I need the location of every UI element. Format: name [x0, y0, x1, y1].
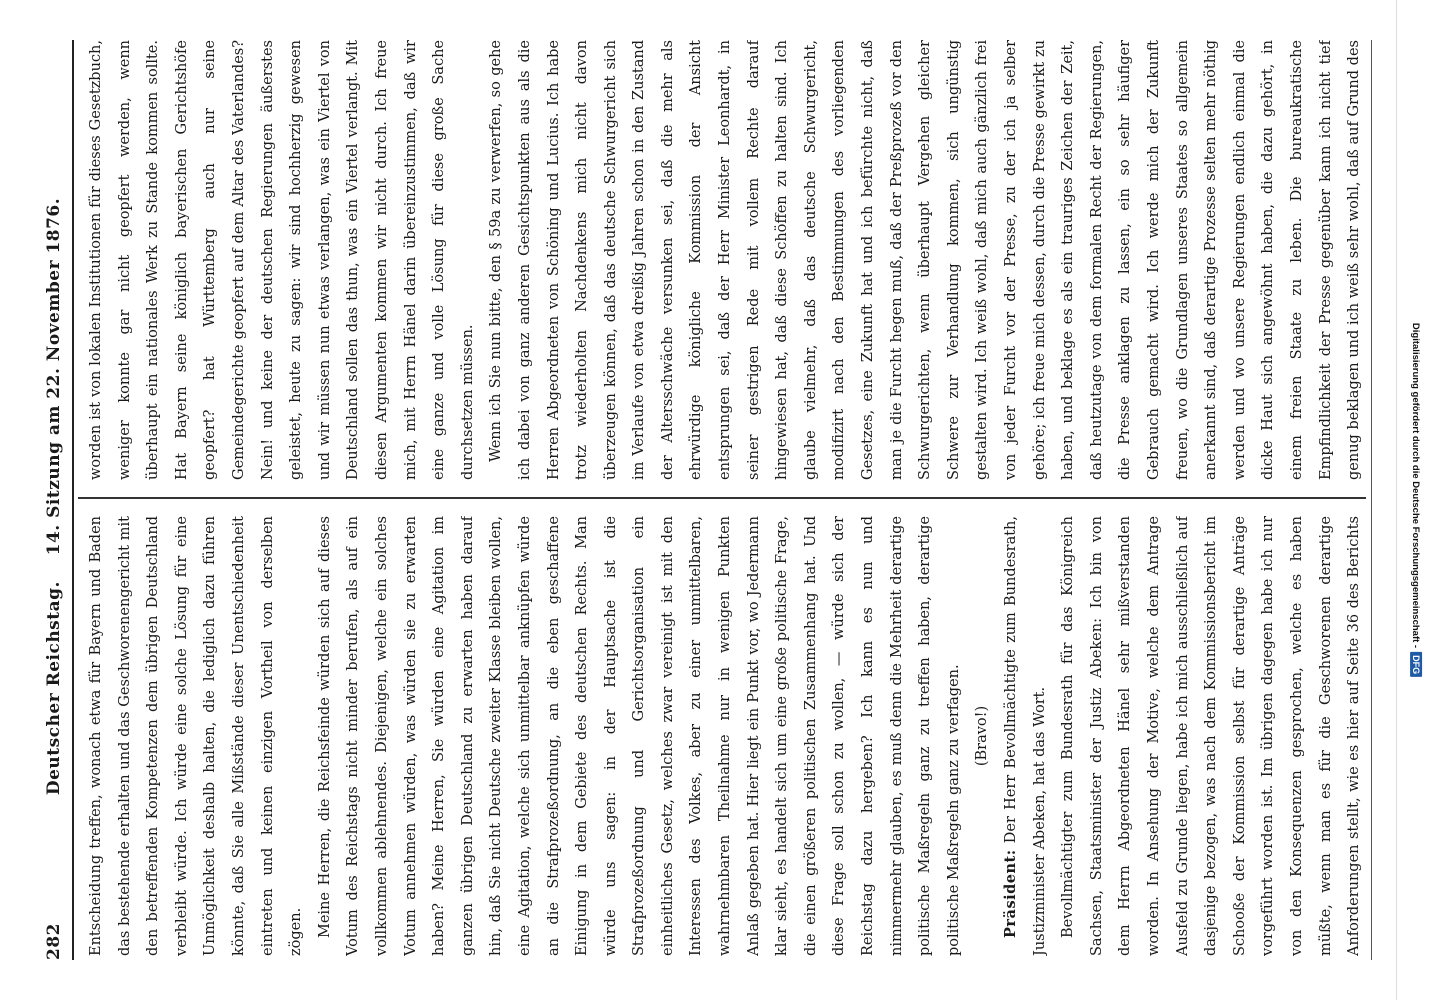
header-rule [72, 40, 74, 960]
publication-title: Deutscher Reichstag. [44, 581, 64, 796]
running-title [44, 70, 64, 923]
applause-note: (Bravo!) [974, 705, 991, 767]
speaker-label: Präsident: [1002, 849, 1019, 938]
credit-text: Digitalisierung gefördert durch die Deutsche Forschungsgemeinschaft - [1410, 322, 1422, 649]
scan-edge [1396, 0, 1397, 1000]
column-divider [78, 497, 1366, 499]
newspaper-page [26, 20, 1406, 980]
credit-line [1410, 323, 1422, 677]
paragraph: worden ist von lokalen Institutionen für dieses Gesetzbuch, weniger konnte gar nicht geopfert werden, wenn überhaupt ein nationales Werk zu Stande kommen sollte. Hat Bayern seine königlich bayerischen Gerichtshöfe geopfert? hat Württemberg auch nur seine Gemeindegerichte geopfert auf dem Altar des Vaterlandes? Nein! und keine der deutschen Regierungen äußerstes geleistet, heute zu sagen: wir sind hochherzig gewesen und wir müssen nun etwas verlangen, was ein Viertel von Deutschland sollen das thun, was ein Viertel verlangt. Mit diesen Argumenten kommen wir nicht durch. Ich freue mich, mit Herrn Hänel darin übereinzustimmen, daß wir eine ganze und volle Lösung für diese große Sache durchsetzen müssen. [88, 40, 476, 480]
footer-rule [1371, 40, 1372, 960]
left-column [82, 516, 1366, 956]
page-number: 282 [44, 923, 64, 960]
page-header [44, 40, 68, 960]
digitization-credit [1403, 0, 1429, 1000]
right-column [82, 40, 1366, 480]
dfg-logo: DFG [1410, 652, 1422, 677]
session-title: 14. Sitzung am 22. November 1876. [44, 197, 64, 556]
paragraph [997, 516, 1054, 956]
paragraph: Wenn ich Sie nun bitte, den § 59a zu verwerfen, so gehe ich dabei von ganz anderen Gesichtspunkten aus als die Herren Abgeordneten von Schöning und Lucius. Ich habe trotz wiederholten Nachdenkens mich nicht davon überzeugen können, daß das deutsche Schwurgericht sich im Verlaufe von etwa dreißig Jahren schon in den Zustand der Altersschwäche versunken sei, daß die mehr als ehrwürdige königliche Kommission der Ansicht entsprungen sei, daß der Herr Minister Leonhardt, in seiner gestrigen Rede mit vollem Rechte darauf hingewiesen hat, daß diese Schöffen zu halten sind. Ich glaube vielmehr, daß das deutsche Schwurgericht, modifizirt nach den Bestimmungen des vorliegenden Gesetzes, eine Zukunft hat und ich befürchte nicht, daß man je die Furcht hegen muß, daß der Preßprozeß vor den Schwurgerichten, wenn überhaupt Vergehen gleicher Schwere zur Verhandlung kommen, sich ungünstig gestalten wird. Ich weiß wohl, daß mich auch gänzlich frei von jeder Furcht vor der Presse, zu der ich ja selber gehöre; ich freue mich dessen, durch die Presse gewirkt zu haben, und beklage es als ein trauriges Zeichen der Zeit, daß heutzutage von dem formalen Recht der Regierungen, die Presse anklagen zu lassen, ein so sehr häufiger Gebrauch gemacht wird. Ich werde mich der Zukunft freuen, wo die Grundlagen unseres Staates so allgemein anerkannt sind, daß derartige Prozesse selten mehr nöthig werden und wo unsere Regierungen endlich einmal die dicke Haut sich angewöhnt haben, die dazu gehört, in einem freien Staate zu leben. Die bureaukratische Empfindlichkeit der Presse gegenüber kann ich nicht tief genug beklagen und ich weiß sehr wohl, daß auf Grund des [488, 40, 1363, 480]
paragraph [1054, 516, 1366, 956]
paragraph-text: Der Herr Bevollmächtigte zum Bundesrath, Justizminister Abeken, hat das Wort. [1003, 516, 1048, 956]
paragraph: Entscheidung treffen, wonach etwa für Bayern und Baden das bestehende erhalten und das Geschworenengericht mit den betreffenden Kompetenzen dem übrigen Deutschland verbleibt würde. Ich würde eine solche Lösung für eine Unmöglichkeit deshalb halten, die lediglich dazu führen könnte, daß Sie alle Mißstände dieser Unentschiedenheit eintreten und keinen einzigen Vortheil von derselben zögen. [88, 516, 305, 956]
paragraph-text: Ich bin von dem Herrn Abgeordneten Hänel sehr mißverstanden worden. In Ansehung der Motive, welche dem Antrage Ausfeld zu Grunde liegen, habe ich mich ausschließlich auf dasjenige bezogen, was nach dem Kommissionsbericht im Schooße der Kommission selbst für derartige Anträge vorgeführt worden ist. Im übrigen dagegen habe ich nur von den Konsequenzen gesprochen, welche es haben müßte, wenn man es für die Geschworenen derartige Anforderungen stellt, wie es hier auf Seite 36 des Berichts [1088, 516, 1363, 956]
speaker-label: Bevollmächtigter zum Bundesrath für das Königreich Sachsen, Staatsminister der Justiz Abeken: [1060, 516, 1105, 956]
paragraph: Meine Herren, die Reichsfeinde würden sich auf dieses Votum des Reichstags nicht minder berufen, als auf ein vollkommen ablehnendes. Diejenigen, welche ein solches Votum annehmen würden, was würden sie zu erwarten haben? Meine Herren, Sie würden eine Agitation im ganzen übrigen Deutschland zu erwarten haben darauf hin, daß Sie nicht Deutsche zweiter Klasse bleiben wollen, eine Agitation, welche sich unmittelbar anknüpfen würde an die Strafprozeßordnung, an die eben geschaffene Einigung in dem Gebiete des deutschen Rechts. Man würde uns sagen: in der Hauptsache ist die Strafprozeßordnung und Gerichtsorganisation ein einheitliches Gesetz, welches zwar vereinigt ist mit den Interessen des Volkes, aber zu einer unmittelbaren, wahrnehmbaren Theilnahme nur in wenigen Punkten Anlaß gegeben hat. Hier liegt ein Punkt vor, wo Jedermann klar sieht, es handelt sich um eine große politische Frage, die einen größeren politischen Zusammenhang hat. Und diese Frage soll schon zu wollen, — würde sich der Reichstag dazu hergeben? Ich kann es nun und nimmermehr glauben, es muß denn die Mehrheit derartige politische Maßregeln ganz zu treffen haben, derartige politische Maßregeln ganz zu verfagen. [316, 516, 962, 956]
